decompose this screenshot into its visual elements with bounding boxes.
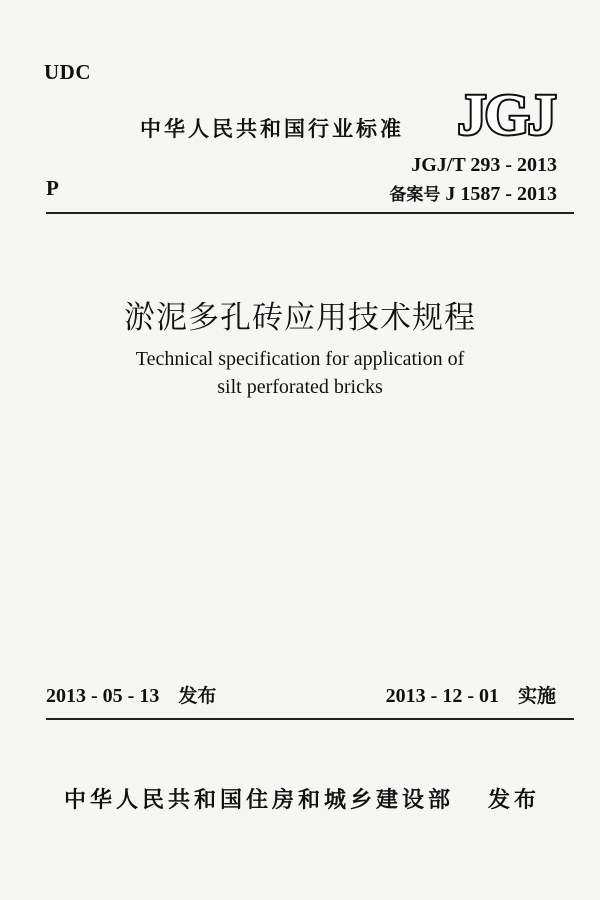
jgj-logo-text: JGJ (457, 84, 555, 142)
effective-label: 实施 (517, 685, 556, 707)
issue-action: 发布 (488, 788, 541, 813)
title-english (0, 345, 600, 401)
title-chinese: 淤泥多孔砖应用技术规程 (124, 300, 476, 336)
record-label: 备案号 (389, 185, 441, 205)
top-divider (46, 212, 574, 214)
issuing-authority: 中华人民共和国住房和城乡建设部 (64, 788, 455, 813)
publish-date-block (46, 681, 216, 708)
effective-date: 2013 - 12 - 01 (385, 685, 499, 707)
title-english-line2: silt perforated bricks (217, 376, 383, 398)
publish-label: 发布 (178, 685, 217, 707)
record-number (389, 180, 557, 206)
classification-code: P (46, 176, 59, 200)
standard-code: JGJ/T 293 - 2013 (411, 154, 557, 176)
effective-date-block (386, 681, 556, 708)
standard-type: 中华人民共和国行业标准 (140, 117, 404, 141)
udc-label: UDC (44, 60, 91, 84)
record-code: J 1587 - 2013 (445, 183, 557, 205)
publish-date: 2013 - 05 - 13 (46, 685, 160, 707)
bottom-divider (46, 718, 574, 720)
jgj-logo (452, 84, 560, 142)
title-english-line1: Technical specification for application of (135, 348, 465, 370)
